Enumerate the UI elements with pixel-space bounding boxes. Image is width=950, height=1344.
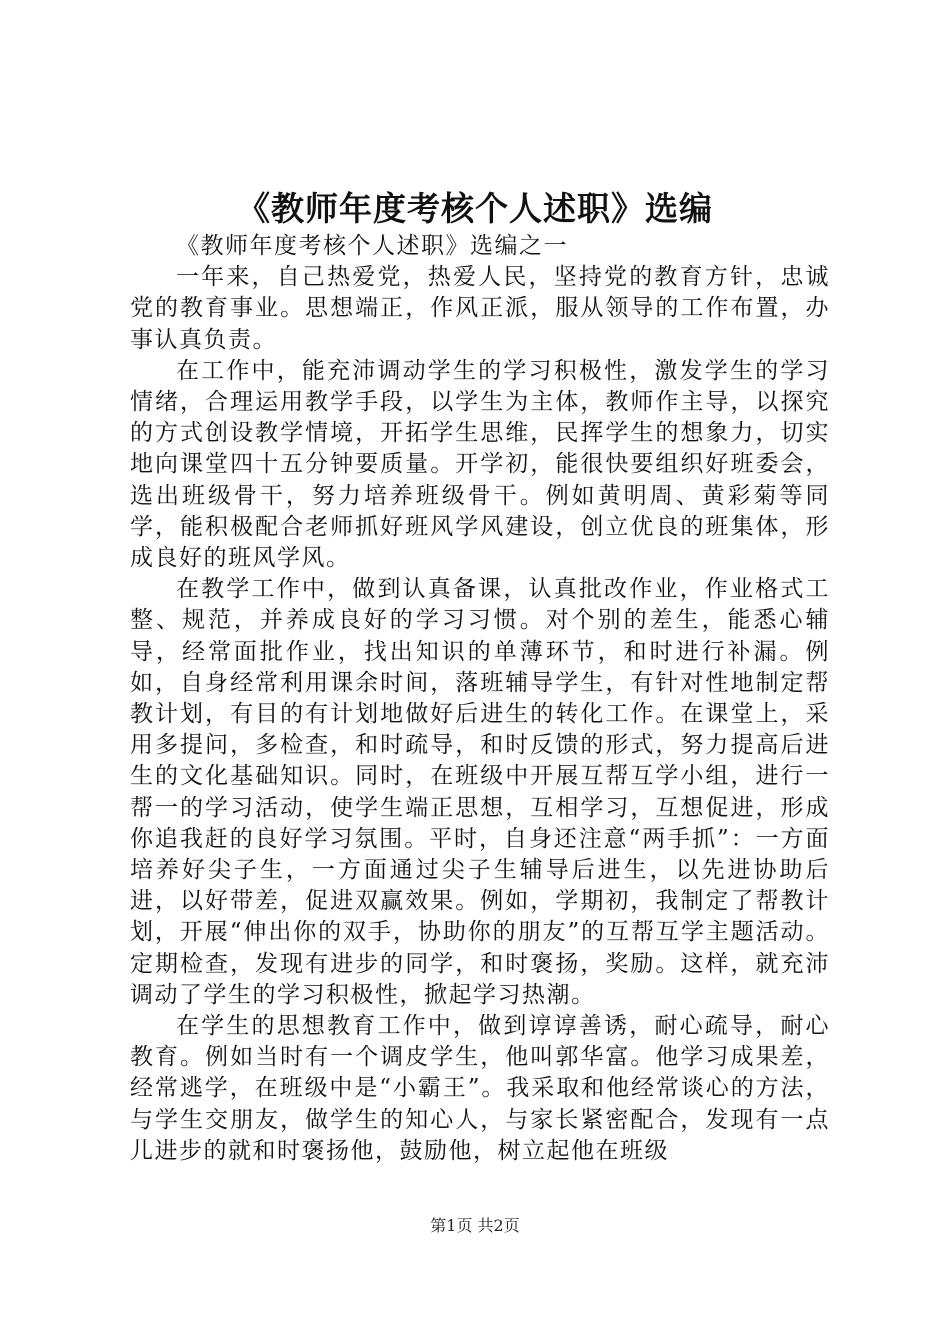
paragraph: 一年来，自己热爱党，热爱人民，坚持党的教育方针，忠诚党的教育事业。思想端正，作风正派，服从领导的工作布置，办事认真负责。 (130, 264, 830, 353)
section-heading: 《教师年度考核个人述职》选编之一 (176, 233, 568, 259)
page-footer: 第1页 共2页 (430, 1216, 520, 1235)
paragraph: 在学生的思想教育工作中，做到谆谆善诱，耐心疏导，耐心教育。例如当时有一个调皮学生，他叫郭华富。他学习成果差，经常逃学，在班级中是“小霸王”。我采取和他经常谈心的方法，与学生交朋友，做学生的知心人，与家长紧密配合，发现有一点儿进步的就和时褒扬他，鼓励他，树立起他在班级 (130, 1013, 830, 1164)
document-body (130, 231, 830, 1167)
paragraph: 在教学工作中，做到认真备课，认真批改作业，作业格式工整、规范，并养成良好的学习习惯。对个别的差生，能悉心辅导，经常面批作业，找出知识的单薄环节，和时进行补漏。例如，自身经常利用课余时间，落班辅导学生，有针对性地制定帮教计划，有目的有计划地做好后进生的转化工作。在课堂上，采用多提问，多检查，和时疏导，和时反馈的形式，努力提高后进生的文化基础知识。同时，在班级中开展互帮互学小组，进行一帮一的学习活动，使学生端正思想，互相学习，互想促进，形成你追我赶的良好学习氛围。平时，自身还注意“两手抓”：一方面培养好尖子生，一方面通过尖子生辅导后进生，以先进协助后进，以好带差，促进双赢效果。例如，学期初，我制定了帮教计划，开展“伸出你的双手，协助你的朋友”的互帮互学主题活动。定期检查，发现有进步的同学，和时褒扬，奖励。这样，就充沛调动了学生的学习积极性，掀起学习热潮。 (130, 576, 830, 1008)
document-title: 《教师年度考核个人述职》选编 (237, 189, 713, 228)
paragraph: 在工作中，能充沛调动学生的学习积极性，激发学生的学习情绪，合理运用教学手段，以学生为主体，教师作主导，以探究的方式创设教学情境，开拓学生思维，民挥学生的想象力，切实地向课堂四十五分钟要质量。开学初，能很快要组织好班委会，选出班级骨干，努力培养班级骨干。例如黄明周、黄彩菊等同学，能积极配合老师抓好班风学风建设，创立优良的班集体，形成良好的班风学风。 (130, 357, 830, 572)
